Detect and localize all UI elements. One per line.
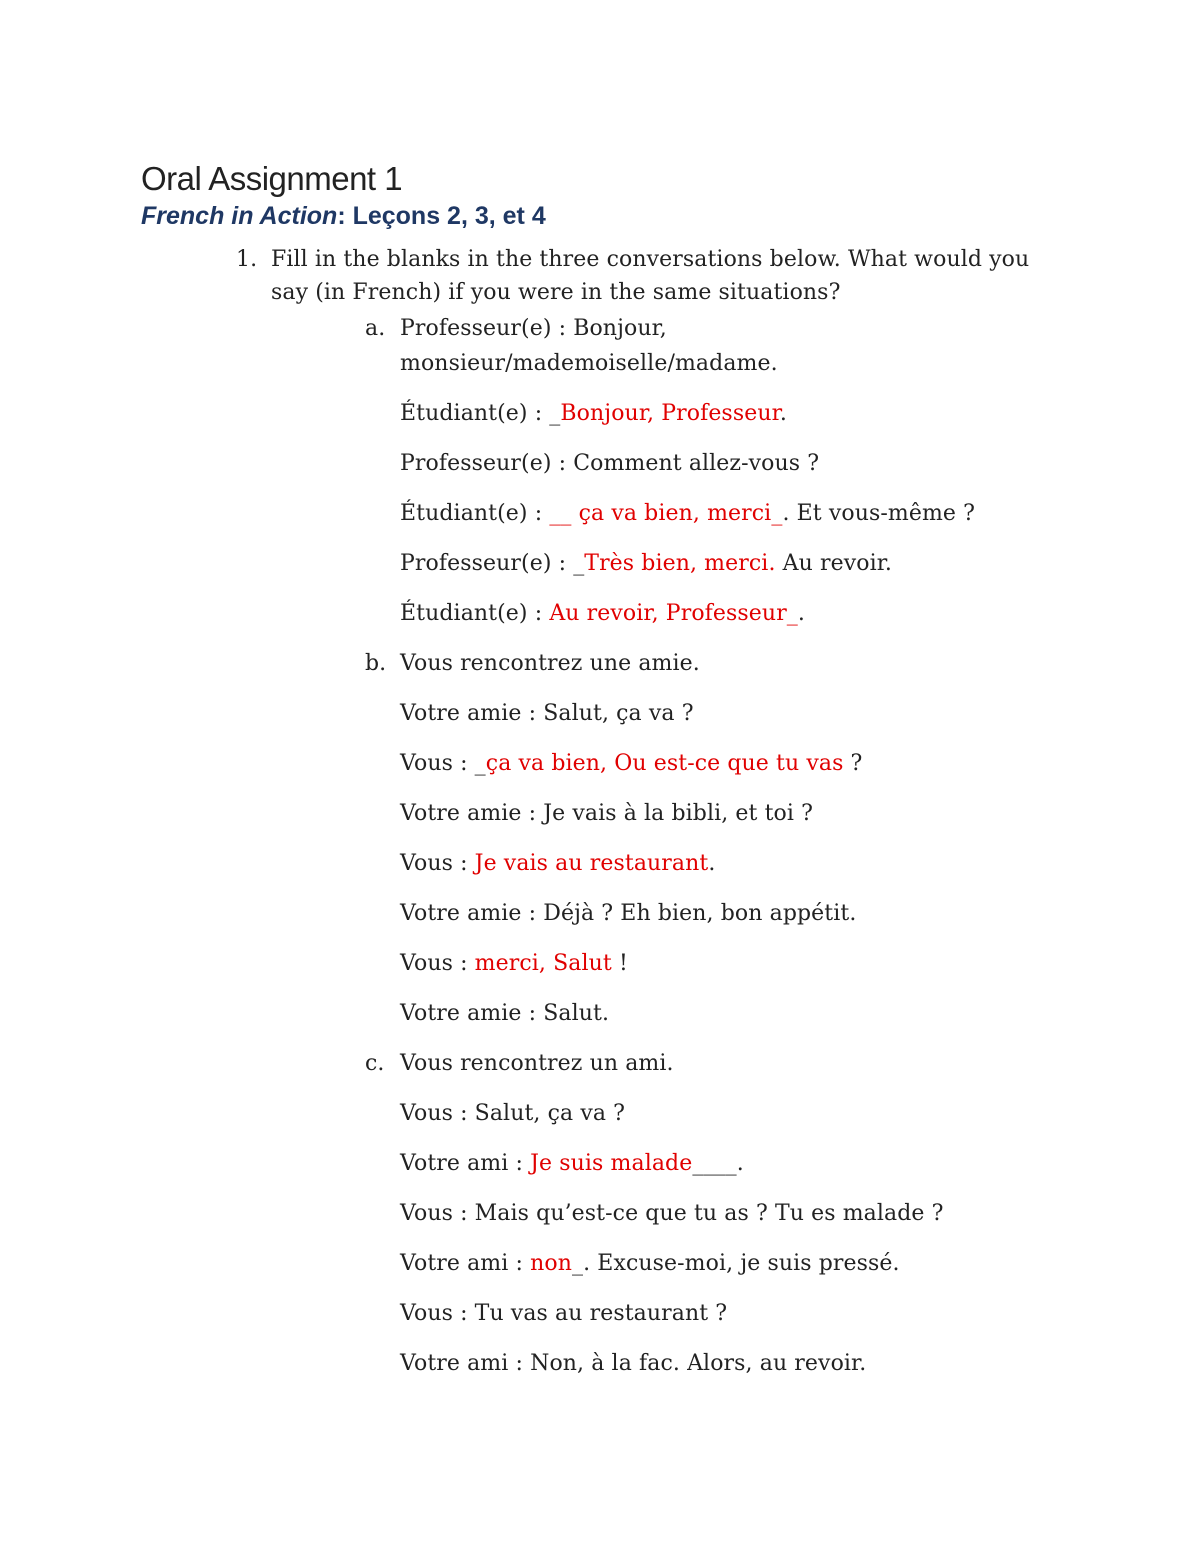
dialogue-text: ! bbox=[611, 951, 628, 976]
dialogue-text: Votre amie : Je vais à la bibli, et toi ? bbox=[400, 801, 813, 826]
dialogue-text: Étudiant(e) : bbox=[400, 501, 550, 526]
conversation-b-line bbox=[400, 897, 856, 930]
page-subtitle bbox=[141, 202, 546, 231]
section-letter-b: b. bbox=[365, 651, 387, 676]
dialogue-text: Vous : bbox=[400, 851, 475, 876]
conversation-a-line bbox=[400, 497, 975, 530]
student-answer: Je suis malade bbox=[530, 1151, 693, 1176]
conversation-a-line bbox=[400, 397, 787, 430]
conversation-a-line bbox=[400, 347, 778, 380]
student-answer: Bonjour, Professeur bbox=[560, 401, 780, 426]
dialogue-text: . Et vous-même ? bbox=[782, 501, 976, 526]
dialogue-text: Étudiant(e) : bbox=[400, 601, 550, 626]
section-letter-a: a. bbox=[365, 316, 386, 341]
conversation-c-line bbox=[400, 1297, 727, 1330]
lessons-text: : Leçons 2, 3, et 4 bbox=[337, 202, 546, 230]
dialogue-text: . bbox=[708, 851, 716, 876]
conversation-b-line bbox=[400, 647, 700, 680]
dialogue-text: monsieur/mademoiselle/madame. bbox=[400, 351, 778, 376]
dialogue-text: Vous rencontrez un ami. bbox=[400, 1051, 674, 1076]
student-answer: __ ça va bien, merci_ bbox=[549, 501, 783, 526]
conversation-b-line bbox=[400, 847, 715, 880]
conversation-a-line bbox=[400, 312, 667, 345]
conversation-b-line bbox=[400, 797, 813, 830]
dialogue-text: Votre ami : bbox=[400, 1151, 531, 1176]
conversation-c-line bbox=[400, 1247, 900, 1280]
conversation-c-line bbox=[400, 1347, 866, 1380]
section-letter-c: c. bbox=[365, 1051, 385, 1076]
dialogue-text: Vous : Mais qu’est-ce que tu as ? Tu es malade ? bbox=[400, 1201, 944, 1226]
dialogue-text: Au revoir. bbox=[775, 551, 893, 576]
dialogue-text: Vous rencontrez une amie. bbox=[400, 651, 700, 676]
conversation-b-line bbox=[400, 747, 862, 780]
conversation-c-line bbox=[400, 1047, 674, 1080]
student-answer: Au revoir, Professeur_ bbox=[549, 601, 798, 626]
dialogue-text: Votre amie : Salut, ça va ? bbox=[400, 701, 694, 726]
dialogue-text: Votre amie : Salut. bbox=[400, 1001, 610, 1026]
dialogue-text: Votre amie : Déjà ? Eh bien, bon appétit. bbox=[400, 901, 857, 926]
question-text: Fill in the blanks in the three conversations below. What would you say (in French) if you were in the same situations? bbox=[271, 247, 1030, 305]
conversation-b-line bbox=[400, 697, 694, 730]
conversation-a-line bbox=[400, 447, 819, 480]
dialogue-text: Professeur(e) : Comment allez-vous ? bbox=[400, 451, 820, 476]
conversation-b-line bbox=[400, 947, 628, 980]
student-answer: Je vais au restaurant bbox=[474, 851, 709, 876]
student-answer: non bbox=[530, 1251, 572, 1276]
conversation-a-line bbox=[400, 547, 892, 580]
student-answer: ça va bien, Ou est-ce que tu vas bbox=[485, 751, 844, 776]
conversation-a-line bbox=[400, 597, 805, 630]
dialogue-text: Vous : Tu vas au restaurant ? bbox=[400, 1301, 728, 1326]
dialogue-text: _. Excuse-moi, je suis pressé. bbox=[572, 1251, 900, 1276]
dialogue-text: Vous : bbox=[400, 951, 475, 976]
student-answer: Très bien, merci. bbox=[584, 551, 776, 576]
conversation-c-line bbox=[400, 1097, 625, 1130]
dialogue-text: . bbox=[779, 401, 787, 426]
dialogue-text: Vous : _ bbox=[400, 751, 486, 776]
dialogue-text: Professeur(e) : Bonjour, bbox=[400, 316, 667, 341]
dialogue-text: ____. bbox=[692, 1151, 744, 1176]
question-number: 1. bbox=[236, 247, 258, 272]
dialogue-text: Vous : Salut, ça va ? bbox=[400, 1101, 626, 1126]
conversation-b-line bbox=[400, 997, 609, 1030]
dialogue-text: ? bbox=[843, 751, 863, 776]
book-title: French in Action bbox=[141, 202, 338, 230]
conversation-c-line bbox=[400, 1197, 944, 1230]
dialogue-text: . bbox=[797, 601, 805, 626]
page-title: Oral Assignment 1 bbox=[141, 160, 403, 197]
student-answer: merci, Salut bbox=[474, 951, 612, 976]
dialogue-text: Votre ami : bbox=[400, 1251, 531, 1276]
dialogue-text: Étudiant(e) : _ bbox=[400, 401, 561, 426]
dialogue-text: Votre ami : Non, à la fac. Alors, au revoir. bbox=[400, 1351, 867, 1376]
conversation-c-line bbox=[400, 1147, 744, 1180]
dialogue-text: Professeur(e) : _ bbox=[400, 551, 585, 576]
